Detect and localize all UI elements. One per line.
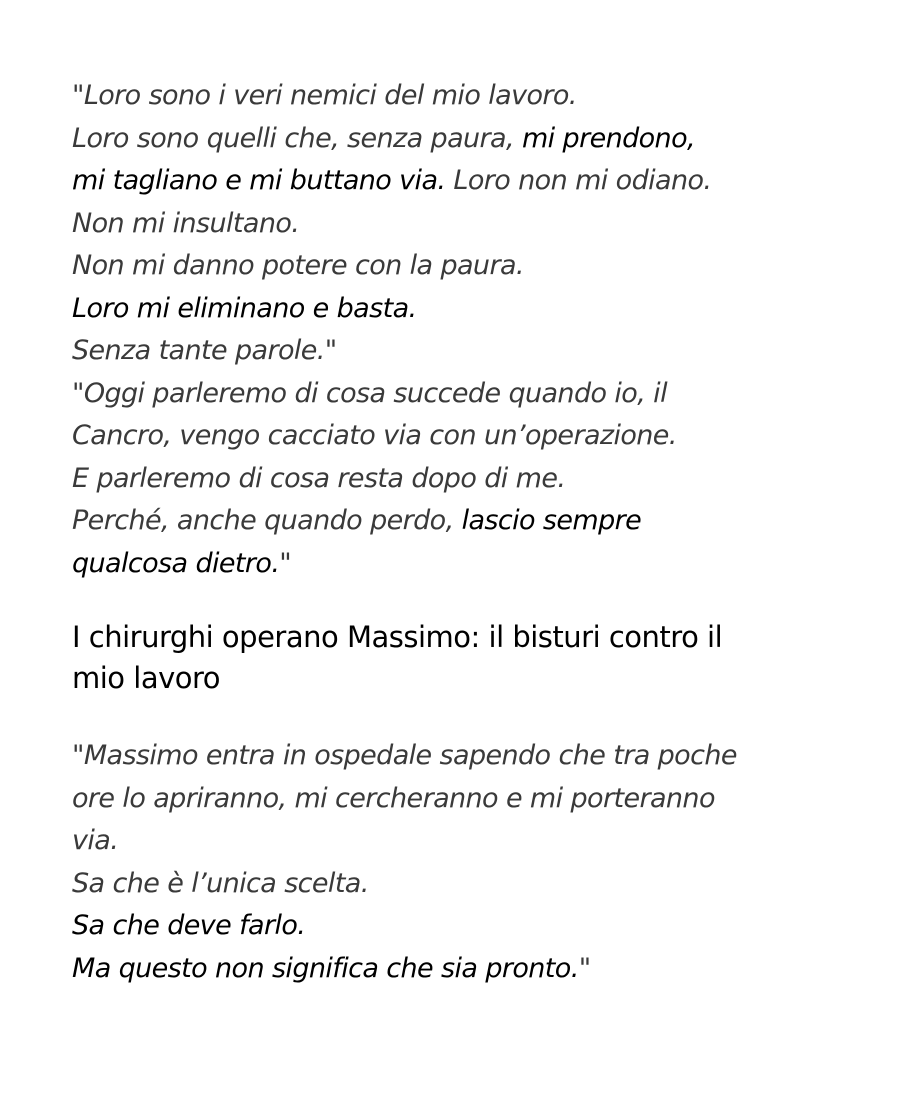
emphasis-span: mi tagliano e mi buttano via.	[72, 165, 446, 196]
text-line: Senza tante parole."	[72, 335, 337, 366]
cancer-monologue-quote	[72, 75, 862, 585]
text-span: Perché, anche quando perdo,	[72, 505, 462, 536]
text-line: "Massimo entra in ospedale sapendo che tra poche	[72, 740, 737, 771]
emphasis-span: Ma questo non significa che sia pronto.	[72, 952, 579, 984]
text-line: "Oggi parleremo di cosa succede quando io, il	[72, 377, 667, 409]
text-line	[72, 543, 862, 586]
text-span: "	[578, 952, 591, 984]
text-line: E parleremo di cosa resta dopo di me.	[72, 462, 566, 494]
text-line: Non mi danno potere con la paura.	[72, 250, 524, 281]
text-line	[72, 118, 862, 161]
page-content	[72, 75, 862, 990]
text-line	[72, 500, 862, 543]
text-line: Non mi insultano.	[72, 207, 300, 239]
heading-line: I chirurghi operano Massimo: il bisturi contro il	[72, 620, 723, 654]
surgery-quote	[72, 735, 862, 990]
text-span: Loro sono quelli che, senza paura,	[72, 122, 522, 154]
emphasis-line: Loro mi eliminano e basta.	[72, 292, 417, 324]
section-heading	[72, 617, 862, 699]
text-line: ore lo apriranno, mi cercheranno e mi porteranno	[72, 782, 715, 814]
emphasis-span: qualcosa dietro.	[72, 547, 280, 579]
text-line: Cancro, vengo cacciato via con un’operazione.	[72, 420, 677, 451]
text-line	[72, 160, 862, 203]
text-line: Sa che è l’unica scelta.	[72, 867, 369, 899]
emphasis-span: mi prendono,	[521, 122, 695, 154]
text-span: "	[279, 547, 292, 579]
emphasis-span: lascio sempre	[461, 505, 642, 536]
heading-line: mio lavoro	[72, 661, 221, 695]
emphasis-line: Sa che deve farlo.	[72, 910, 306, 941]
text-line	[72, 948, 862, 991]
text-span: Loro non mi odiano.	[445, 165, 712, 196]
text-line: via.	[72, 825, 119, 856]
text-line: "Loro sono i veri nemici del mio lavoro.	[72, 80, 577, 111]
